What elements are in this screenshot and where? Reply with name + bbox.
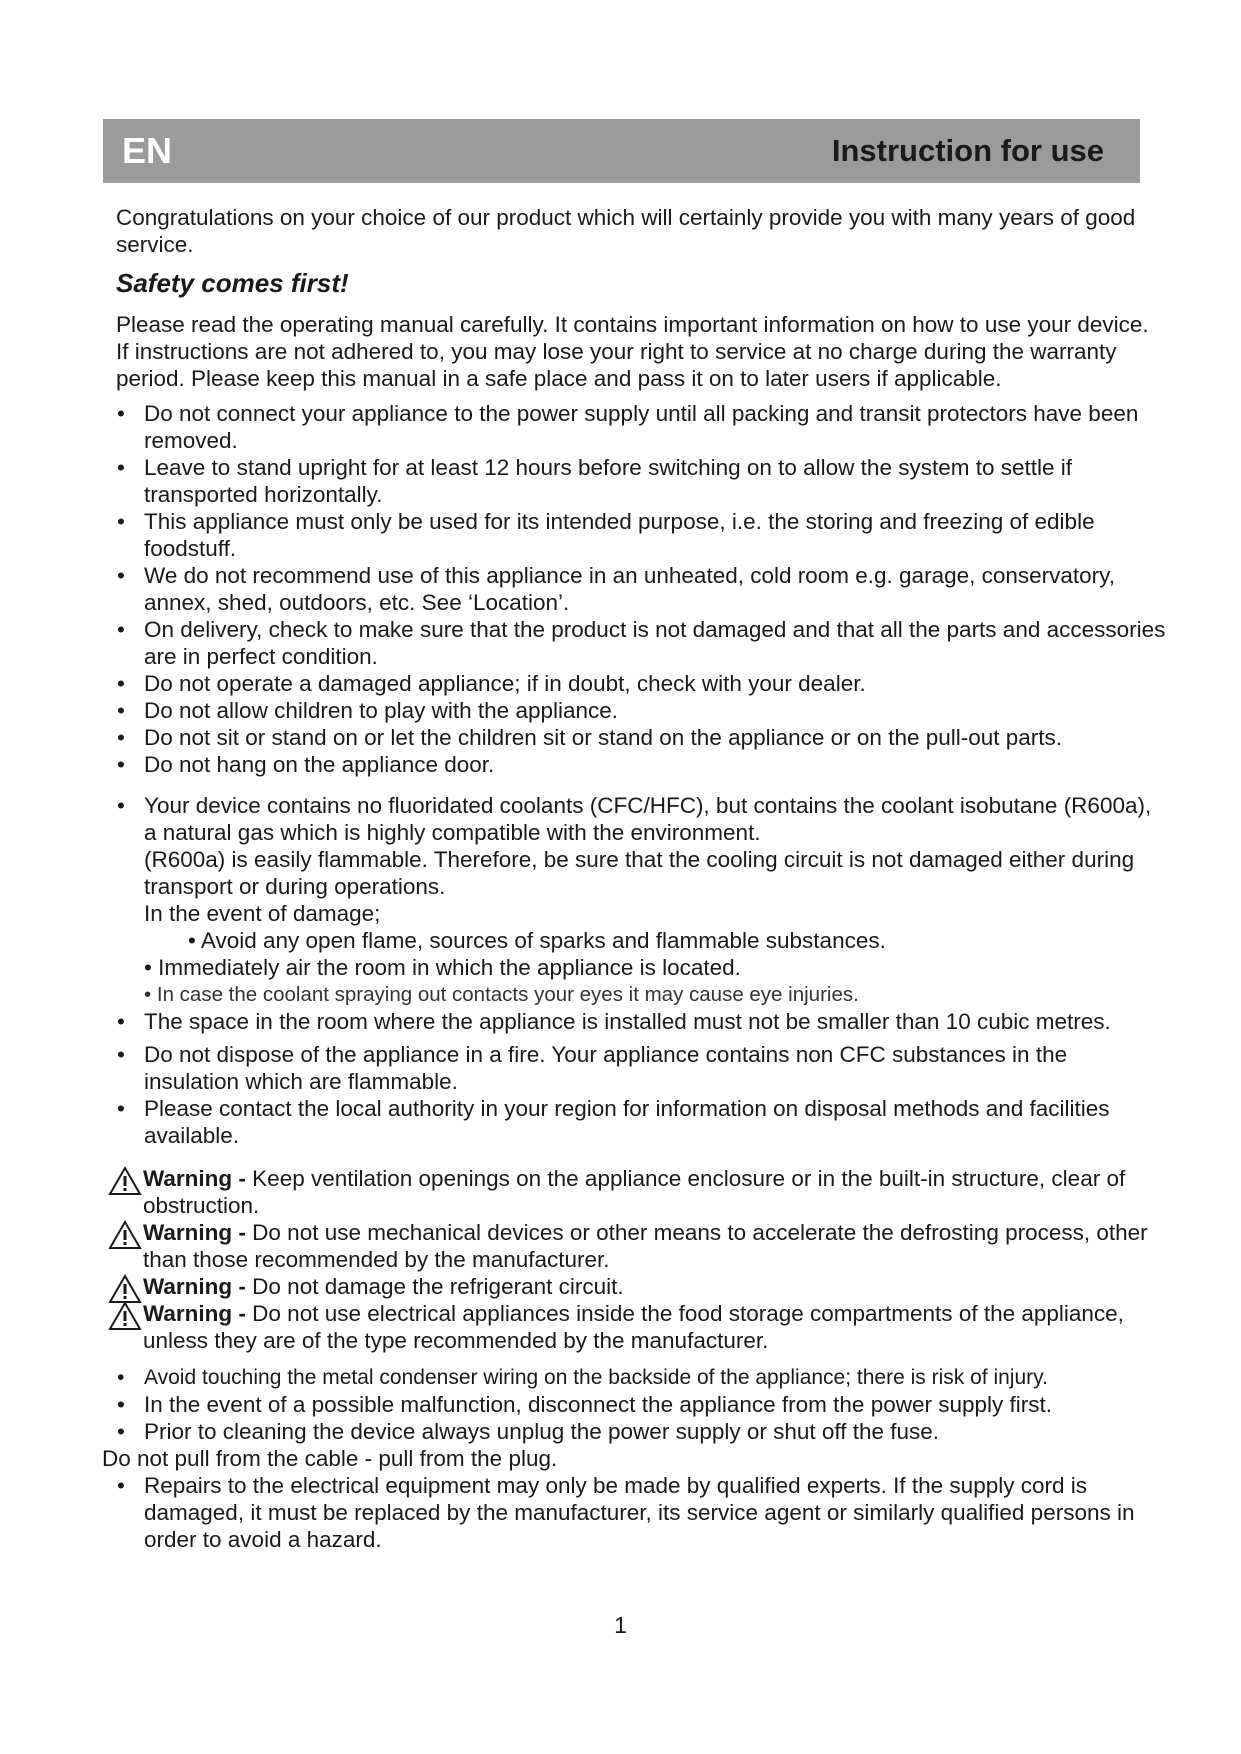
coolant-item xyxy=(116,792,1166,1008)
coolant-subitem: • In case the coolant spraying out contacts your eyes it may cause eye injuries. xyxy=(144,983,859,1006)
list-item: • Do not hang on the appliance door. xyxy=(116,751,1166,778)
warning-text: Keep ventilation openings on the appliance enclosure or in the built-in structure, clear of obstruction. xyxy=(143,1166,1126,1218)
coolant-subitem: • Immediately air the room in which the appliance is located. xyxy=(144,955,741,980)
warning-text: Do not damage the refrigerant circuit. xyxy=(252,1274,624,1299)
list-item: • The space in the room where the appliance is installed must not be smaller than 10 cubic metres. xyxy=(116,1008,1166,1035)
main-content xyxy=(102,204,1166,1553)
safety-paragraph: Please read the operating manual carefully. It contains important information on how to use your device. If instructions are not adhered to, you may lose your right to service at no charge during the warranty period. Please keep this manual in a safe place and pass it on to later users if applicable. xyxy=(116,312,1149,391)
warning-item xyxy=(108,1300,1166,1354)
list-item: • Do not allow children to play with the appliance. xyxy=(116,697,1166,724)
list-item: • On delivery, check to make sure that the product is not damaged and that all the parts and accessories are in perfect condition. xyxy=(116,616,1166,670)
coolant-list xyxy=(116,792,1166,1149)
intro-paragraph: Congratulations on your choice of our product which will certainly provide you with many years of good service. xyxy=(116,205,1136,257)
warning-item xyxy=(108,1273,1166,1300)
coolant-line: (R600a) is easily flammable. Therefore, be sure that the cooling circuit is not damaged either during transport or during operations. xyxy=(144,847,1135,899)
warning-label: Warning - xyxy=(143,1301,246,1326)
warning-item xyxy=(108,1219,1166,1273)
warning-text: Do not use mechanical devices or other means to accelerate the defrosting process, other than those recommended by the manufacturer. xyxy=(143,1220,1148,1272)
header-bar xyxy=(103,119,1140,183)
warning-label: Warning - xyxy=(143,1166,246,1191)
list-item: • Leave to stand upright for at least 12 hours before switching on to allow the system to settle if transported horizontally. xyxy=(116,454,1166,508)
warning-triangle-icon xyxy=(108,1166,142,1196)
coolant-line: In the event of damage; xyxy=(144,901,381,926)
list-item: • Please contact the local authority in your region for information on disposal methods and facilities available. xyxy=(116,1095,1166,1149)
coolant-line: • Your device contains no fluoridated coolants (CFC/HFC), but contains the coolant isobutane (R600a), a natural gas which is highly compatible with the environment. xyxy=(144,793,1152,845)
warning-text: Do not use electrical appliances inside the food storage compartments of the appliance, unless they are of the type recommended by the manufacturer. xyxy=(143,1301,1124,1353)
list-item: • Repairs to the electrical equipment may only be made by qualified experts. If the supply cord is damaged, it must be replaced by the manufacturer, its service agent or similarly qualified persons in order to avoid a hazard. xyxy=(116,1472,1166,1553)
safety-heading: Safety comes first! xyxy=(116,268,349,298)
coolant-subitem: • Avoid any open flame, sources of sparks and flammable substances. xyxy=(188,928,886,953)
list-item: • Do not operate a damaged appliance; if in doubt, check with your dealer. xyxy=(116,670,1166,697)
list-item: • Do not dispose of the appliance in a fire. Your appliance contains non CFC substances in the insulation which are flammable. xyxy=(116,1041,1166,1095)
list-item: • In the event of a possible malfunction, disconnect the appliance from the power supply first. xyxy=(116,1391,1166,1418)
repairs-list xyxy=(116,1472,1166,1553)
plug-note: Do not pull from the cable - pull from the plug. xyxy=(102,1446,558,1471)
list-item: • Do not sit or stand on or let the children sit or stand on the appliance or on the pull-out parts. xyxy=(116,724,1166,751)
safety-list xyxy=(116,400,1166,778)
page-number: 1 xyxy=(614,1612,627,1638)
language-code: EN xyxy=(122,130,173,171)
maintenance-list xyxy=(116,1364,1166,1445)
list-item: • Prior to cleaning the device always unplug the power supply or shut off the fuse. xyxy=(116,1418,1166,1445)
list-item: • This appliance must only be used for its intended purpose, i.e. the storing and freezing of edible foodstuff. xyxy=(116,508,1166,562)
warnings xyxy=(116,1165,1166,1354)
list-item: • We do not recommend use of this appliance in an unheated, cold room e.g. garage, conservatory, annex, shed, outdoors, etc. See ‘Location’. xyxy=(116,562,1166,616)
document-title: Instruction for use xyxy=(831,133,1104,168)
warning-triangle-icon xyxy=(108,1220,142,1250)
warning-label: Warning - xyxy=(143,1220,246,1245)
warning-label: Warning - xyxy=(143,1274,246,1299)
warning-triangle-icon xyxy=(108,1301,142,1331)
warning-item xyxy=(108,1165,1166,1219)
list-item: • Avoid touching the metal condenser wiring on the backside of the appliance; there is risk of injury. xyxy=(116,1364,1166,1391)
list-item: • Do not connect your appliance to the power supply until all packing and transit protectors have been removed. xyxy=(116,400,1166,454)
